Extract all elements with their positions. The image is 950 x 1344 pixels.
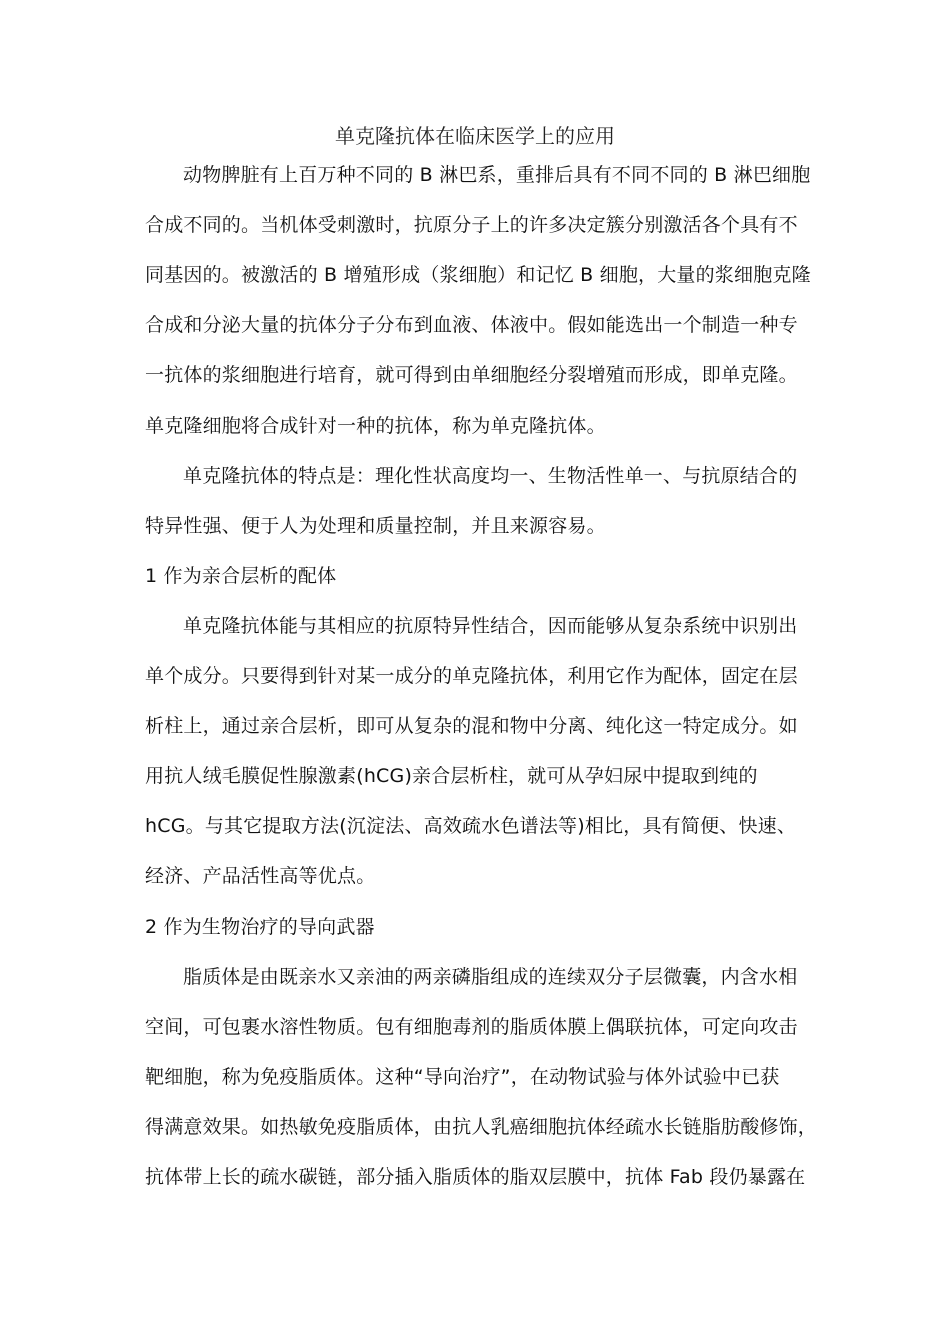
text-line: 单个成分。只要得到针对某一成分的单克隆抗体，利用它作为配体，固定在层: [145, 665, 798, 687]
text-line: 合成不同的。当机体受刺激时，抗原分子上的许多决定簇分别激活各个具有不: [145, 214, 798, 236]
document-title: 单克隆抗体在临床医学上的应用: [335, 124, 615, 148]
text-line: 单克隆细胞将合成针对一种的抗体，称为单克隆抗体。: [145, 415, 606, 437]
text-line: 1 作为亲合层析的配体: [145, 565, 337, 587]
text-line: 得满意效果。如热敏免疫脂质体，由抗人乳癌细胞抗体经疏水长链脂肪酸修饰，: [145, 1116, 818, 1138]
text-line: 合成和分泌大量的抗体分子分布到血液、体液中。假如能选出一个制造一种专: [145, 314, 798, 336]
text-line: 一抗体的浆细胞进行培育，就可得到由单细胞经分裂增殖而形成，即单克隆。: [145, 364, 798, 386]
text-line: 同基因的。被激活的 B 增殖形成（浆细胞）和记忆 B 细胞，大量的浆细胞克隆: [145, 264, 811, 286]
text-line: 抗体带上长的疏水碳链，部分插入脂质体的脂双层膜中，抗体 Fab 段仍暴露在: [145, 1166, 806, 1188]
text-line: 单克隆抗体的特点是：理化性状高度均一、生物活性单一、与抗原结合的: [183, 465, 798, 487]
text-line: 特异性强、便于人为处理和质量控制，并且来源容易。: [145, 515, 606, 537]
text-line: 靶细胞，称为免疫脂质体。这种“导向治疗”，在动物试验与体外试验中已获: [145, 1066, 780, 1088]
text-line: 单克隆抗体能与其相应的抗原特异性结合，因而能够从复杂系统中识别出: [183, 615, 798, 637]
text-line: 脂质体是由既亲水又亲油的两亲磷脂组成的连续双分子层微囊，内含水相: [183, 966, 798, 988]
text-line: 空间，可包裹水溶性物质。包有细胞毒剂的脂质体膜上偶联抗体，可定向攻击: [145, 1016, 798, 1038]
text-line: hCG。与其它提取方法(沉淀法、高效疏水色谱法等)相比，具有简便、快速、: [145, 815, 797, 837]
text-line: 用抗人绒毛膜促性腺激素(hCG)亲合层析柱，就可从孕妇尿中提取到纯的: [145, 765, 758, 787]
text-line: 经济、产品活性高等优点。: [145, 865, 376, 887]
text-line: 2 作为生物治疗的导向武器: [145, 916, 375, 938]
text-line: 动物脾脏有上百万种不同的 B 淋巴系，重排后具有不同不同的 B 淋巴细胞: [183, 164, 811, 186]
text-line: 析柱上，通过亲合层析，即可从复杂的混和物中分离、纯化这一特定成分。如: [145, 715, 798, 737]
